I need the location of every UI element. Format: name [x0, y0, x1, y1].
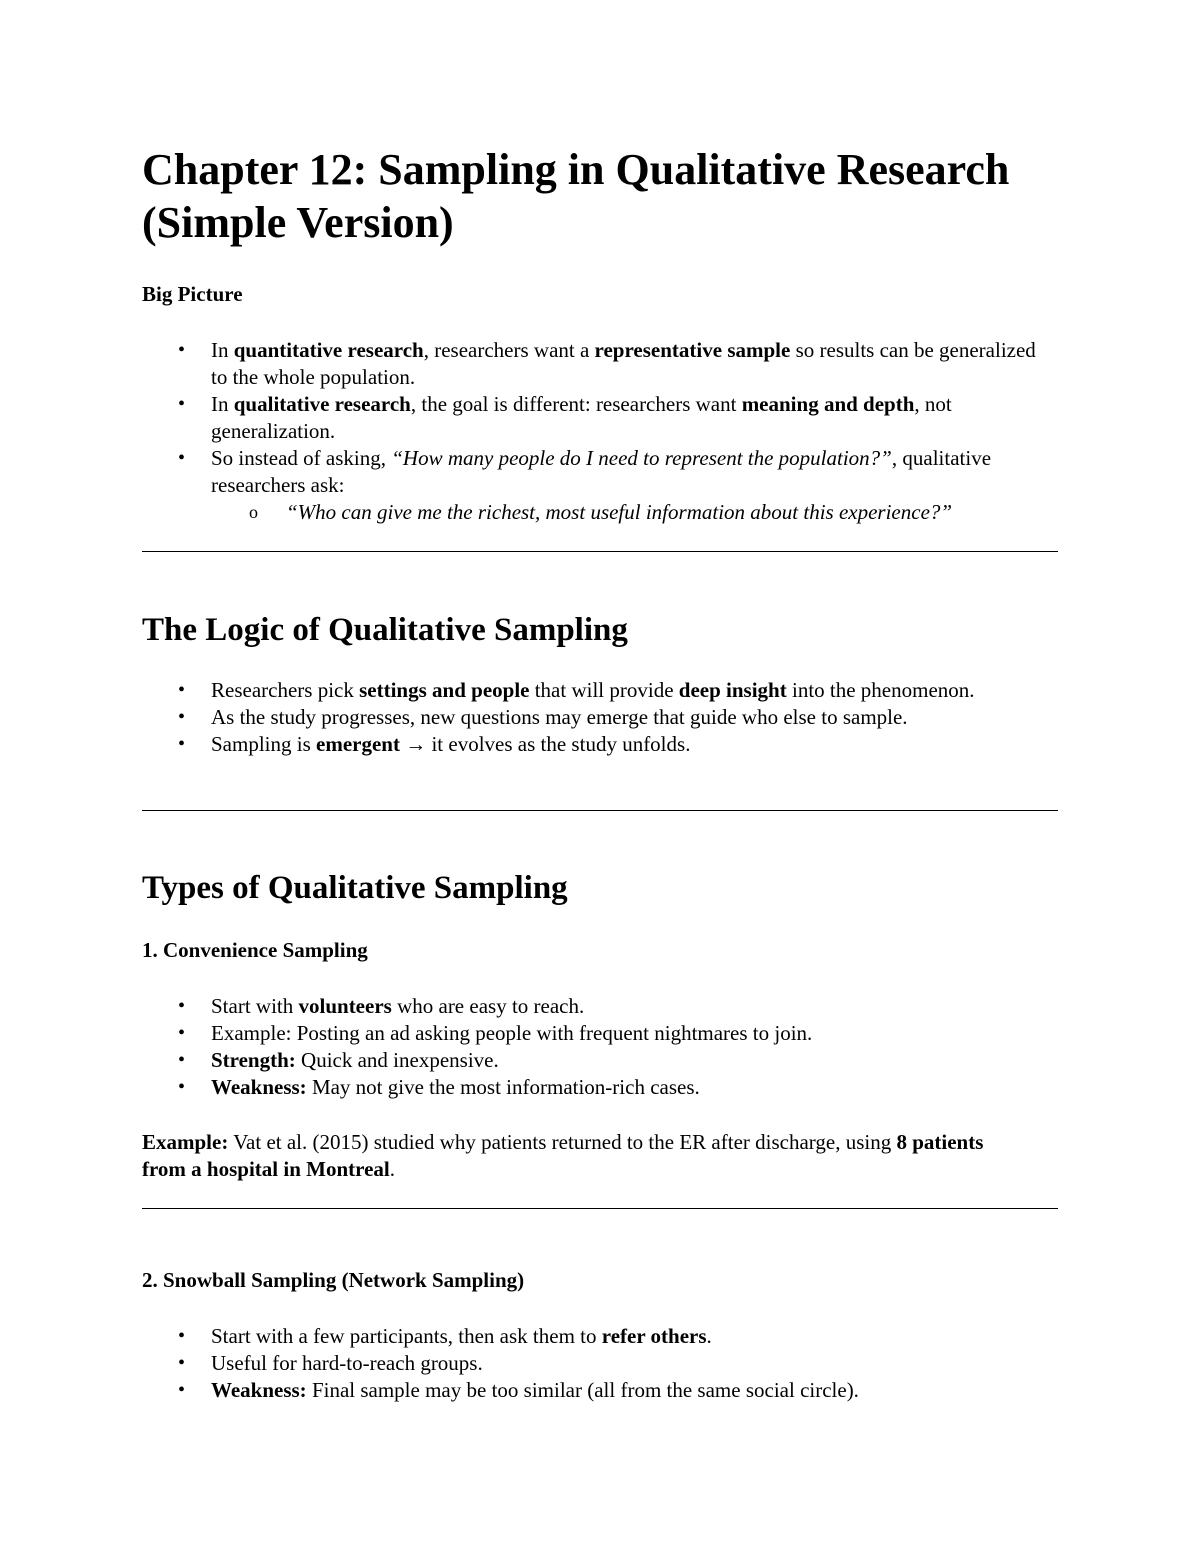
bullet-icon: • [178, 447, 186, 469]
sub-list-item: o “Who can give me the richest, most useful information about this experience?” [249, 500, 953, 524]
bullet-icon: • [178, 339, 186, 361]
convenience-heading: 1. Convenience Sampling [142, 938, 368, 962]
page-title: Chapter 12: Sampling in Qualitative Research (Simple Version) [142, 145, 1010, 247]
bullet-icon: • [178, 1379, 186, 1401]
bullet-icon: • [178, 1325, 186, 1347]
bullet-icon: • [178, 733, 186, 755]
list-item: • In quantitative research, researchers want a representative sample so results can be generalized to the whole population. [178, 338, 1036, 389]
section-divider [142, 551, 1058, 552]
section-divider [142, 1208, 1058, 1209]
list-item: • As the study progresses, new questions may emerge that guide who else to sample. [178, 705, 908, 729]
list-item: • Weakness: Final sample may be too similar (all from the same social circle). [178, 1378, 859, 1402]
types-heading: Types of Qualitative Sampling [142, 870, 568, 906]
list-item: • Start with volunteers who are easy to reach. [178, 994, 585, 1018]
big-picture-list [142, 337, 1058, 526]
list-item: • Sampling is emergent → it evolves as the study unfolds. [178, 732, 691, 756]
logic-heading: The Logic of Qualitative Sampling [142, 612, 628, 648]
convenience-example: Example: Vat et al. (2015) studied why patients returned to the ER after discharge, using 8 patients from a hospital in Montreal. [142, 1130, 984, 1181]
bullet-icon: • [178, 1022, 186, 1044]
list-item: • So instead of asking, “How many people do I need to represent the population?”, qualitative researchers ask: o “Who can give me the richest, most useful information about this experience?” [142, 445, 1046, 526]
list-item: • In qualitative research, the goal is different: researchers want meaning and depth, not generalization. [178, 392, 952, 443]
bullet-icon: • [178, 393, 186, 415]
section-divider [142, 810, 1058, 811]
bullet-icon: • [178, 1049, 186, 1071]
bullet-icon: • [178, 1352, 186, 1374]
list-item: • Strength: Quick and inexpensive. [178, 1048, 499, 1072]
list-item: • Researchers pick settings and people that will provide deep insight into the phenomenon. [178, 678, 975, 702]
list-item: • Weakness: May not give the most information-rich cases. [178, 1075, 700, 1099]
list-item: • Example: Posting an ad asking people with frequent nightmares to join. [178, 1021, 813, 1045]
bullet-icon: • [178, 706, 186, 728]
snowball-heading: 2. Snowball Sampling (Network Sampling) [142, 1268, 525, 1292]
logic-list [142, 677, 1058, 758]
bullet-icon: • [178, 1076, 186, 1098]
list-item: • Useful for hard-to-reach groups. [178, 1351, 483, 1375]
big-picture-heading: Big Picture [142, 282, 243, 306]
bullet-icon: • [178, 679, 186, 701]
bullet-icon: • [178, 995, 186, 1017]
convenience-list [142, 993, 1058, 1101]
snowball-list [142, 1323, 1058, 1404]
sub-list [211, 499, 1046, 526]
list-item: • Start with a few participants, then ask them to refer others. [178, 1324, 712, 1348]
circle-bullet-icon: o [249, 502, 258, 522]
